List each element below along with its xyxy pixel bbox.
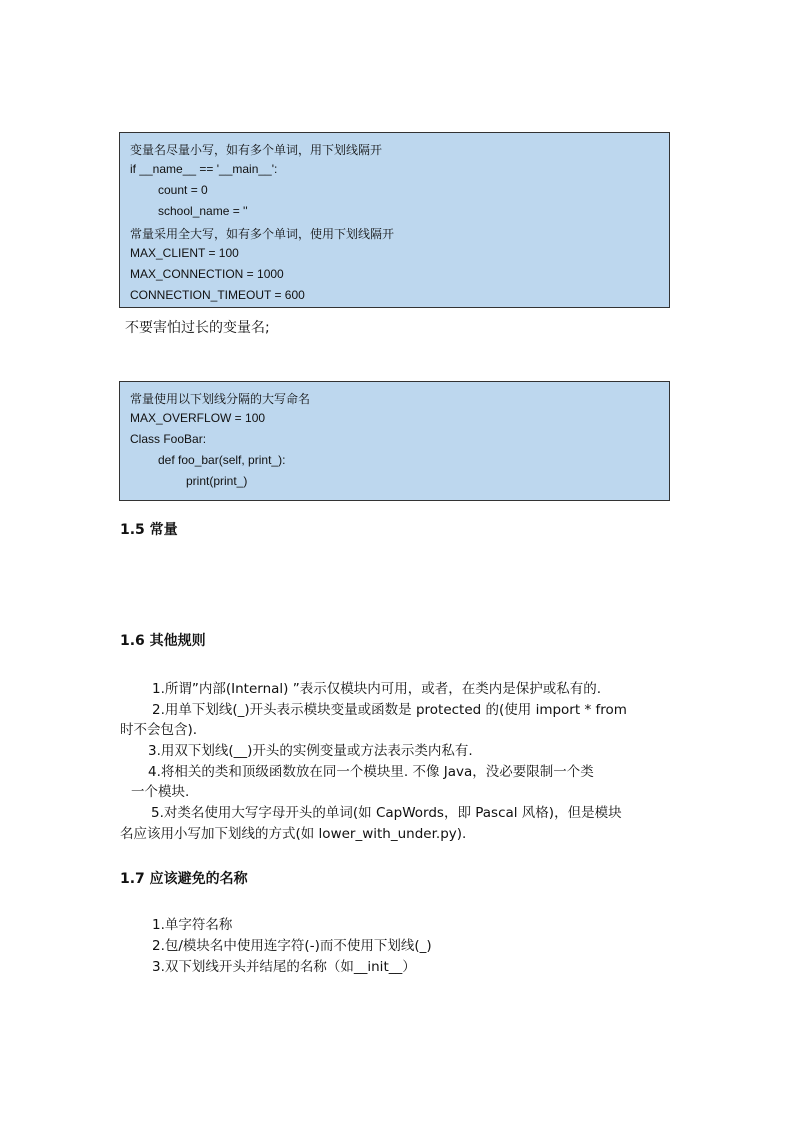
rule-line: 3.用双下划线(__)开头的实例变量或方法表示类内私有. (148, 743, 473, 759)
code-line: CONNECTION_TIMEOUT = 600 (130, 288, 305, 302)
section-heading-1-5: 1.5 常量 (120, 522, 178, 538)
rule-line: 1.所谓”内部(Internal) ”表示仅模块内可用，或者，在类内是保护或私有的. (152, 681, 602, 697)
code-line: 常量采用全大写，如有多个单词，使用下划线隔开 (130, 227, 395, 241)
code-box-variable-naming (119, 132, 670, 308)
code-line: print(print_) (186, 474, 248, 488)
section-heading-1-7: 1.7 应该避免的名称 (120, 871, 248, 887)
avoid-name-item: 1.单字符名称 (152, 917, 233, 933)
code-line: 常量使用以下划线分隔的大写命名 (130, 392, 311, 406)
note-long-variable-names: 不要害怕过长的变量名; (125, 320, 270, 336)
rule-line: 一个模块. (131, 784, 190, 800)
rule-line: 4.将相关的类和顶级函数放在同一个模块里. 不像 Java，没必要限制一个类 (148, 764, 594, 780)
code-line: if __name__ == '__main__': (130, 162, 278, 176)
code-line: Class FooBar: (130, 432, 207, 446)
avoid-name-item: 3.双下划线开头并结尾的名称（如__init__） (152, 959, 416, 975)
code-line: MAX_CLIENT = 100 (130, 246, 239, 260)
code-line: school_name = '' (158, 204, 248, 218)
section-heading-1-6: 1.6 其他规则 (120, 633, 206, 649)
code-line: count = 0 (158, 183, 208, 197)
avoid-name-item: 2.包/模块名中使用连字符(-)而不使用下划线(_) (152, 938, 432, 954)
code-line: 变量名尽量小写，如有多个单词，用下划线隔开 (130, 143, 383, 157)
code-box-constants (119, 381, 670, 501)
code-line: def foo_bar(self, print_): (158, 453, 286, 467)
rule-line: 5.对类名使用大写字母开头的单词(如 CapWords，即 Pascal 风格)，但是模块 (151, 805, 622, 821)
rule-line: 名应该用小写加下划线的方式(如 lower_with_under.py). (120, 826, 467, 842)
code-line: MAX_OVERFLOW = 100 (130, 411, 266, 425)
code-line: MAX_CONNECTION = 1000 (130, 267, 284, 281)
rule-line: 时不会包含). (120, 722, 198, 738)
rule-line: 2.用单下划线(_)开头表示模块变量或函数是 protected 的(使用 import * from (152, 702, 627, 718)
